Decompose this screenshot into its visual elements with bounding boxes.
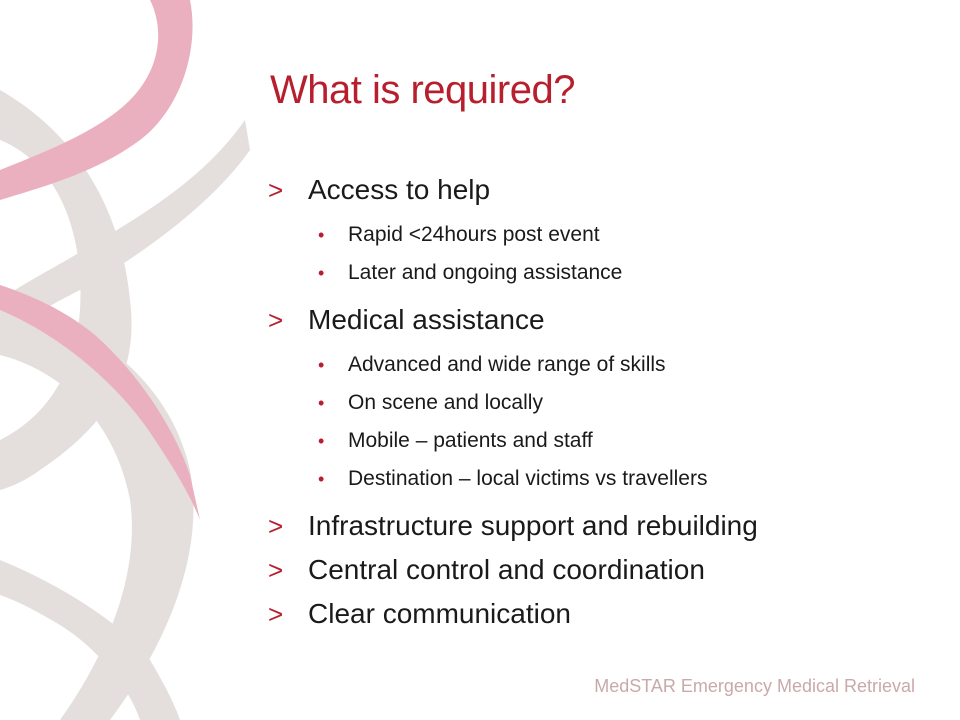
bullet-label: Infrastructure support and rebuilding (308, 510, 758, 541)
sub-bullet-label: Advanced and wide range of skills (348, 353, 666, 376)
sub-bullet-label: Rapid <24hours post event (348, 223, 600, 246)
chevron-marker-icon: > (268, 511, 284, 541)
sub-bullet (268, 422, 948, 460)
sub-bullet-label: Destination – local victims vs travellers (348, 467, 708, 490)
bullet-label: Central control and coordination (308, 554, 705, 585)
sub-bullet-label: Mobile – patients and staff (348, 429, 593, 452)
sub-bullet (268, 216, 948, 254)
sub-bullet (268, 254, 948, 292)
sub-bullet (268, 346, 948, 384)
bullet-label: Access to help (308, 174, 491, 205)
bullet-list (268, 168, 948, 636)
bullet-dot-icon: • (318, 431, 325, 451)
pink-ribbon-1 (0, 0, 193, 200)
bullet-label: Medical assistance (308, 304, 545, 335)
bullet-central-control (268, 548, 948, 592)
bullet-clear-communication (268, 592, 948, 636)
bullet-dot-icon: • (318, 355, 325, 375)
sub-list (268, 216, 948, 292)
sub-bullet-label: Later and ongoing assistance (348, 261, 623, 284)
bullet-medical-assistance (268, 298, 948, 342)
chevron-marker-icon: > (268, 599, 284, 629)
sub-bullet-label: On scene and locally (348, 391, 543, 414)
bullet-access-to-help (268, 168, 948, 212)
footer-organization: MedSTAR Emergency Medical Retrieval (594, 676, 915, 696)
sub-bullet (268, 384, 948, 422)
bullet-dot-icon: • (318, 263, 325, 283)
bullet-dot-icon: • (318, 393, 325, 413)
bullet-infrastructure-support (268, 504, 948, 548)
chevron-marker-icon: > (268, 555, 284, 585)
bullet-dot-icon: • (318, 469, 325, 489)
bullet-label: Clear communication (308, 598, 571, 629)
chevron-marker-icon: > (268, 175, 284, 205)
bullet-dot-icon: • (318, 225, 325, 245)
sub-bullet (268, 460, 948, 498)
chevron-marker-icon: > (268, 305, 284, 335)
sub-list (268, 346, 948, 498)
slide-title: What is required? (270, 68, 575, 112)
